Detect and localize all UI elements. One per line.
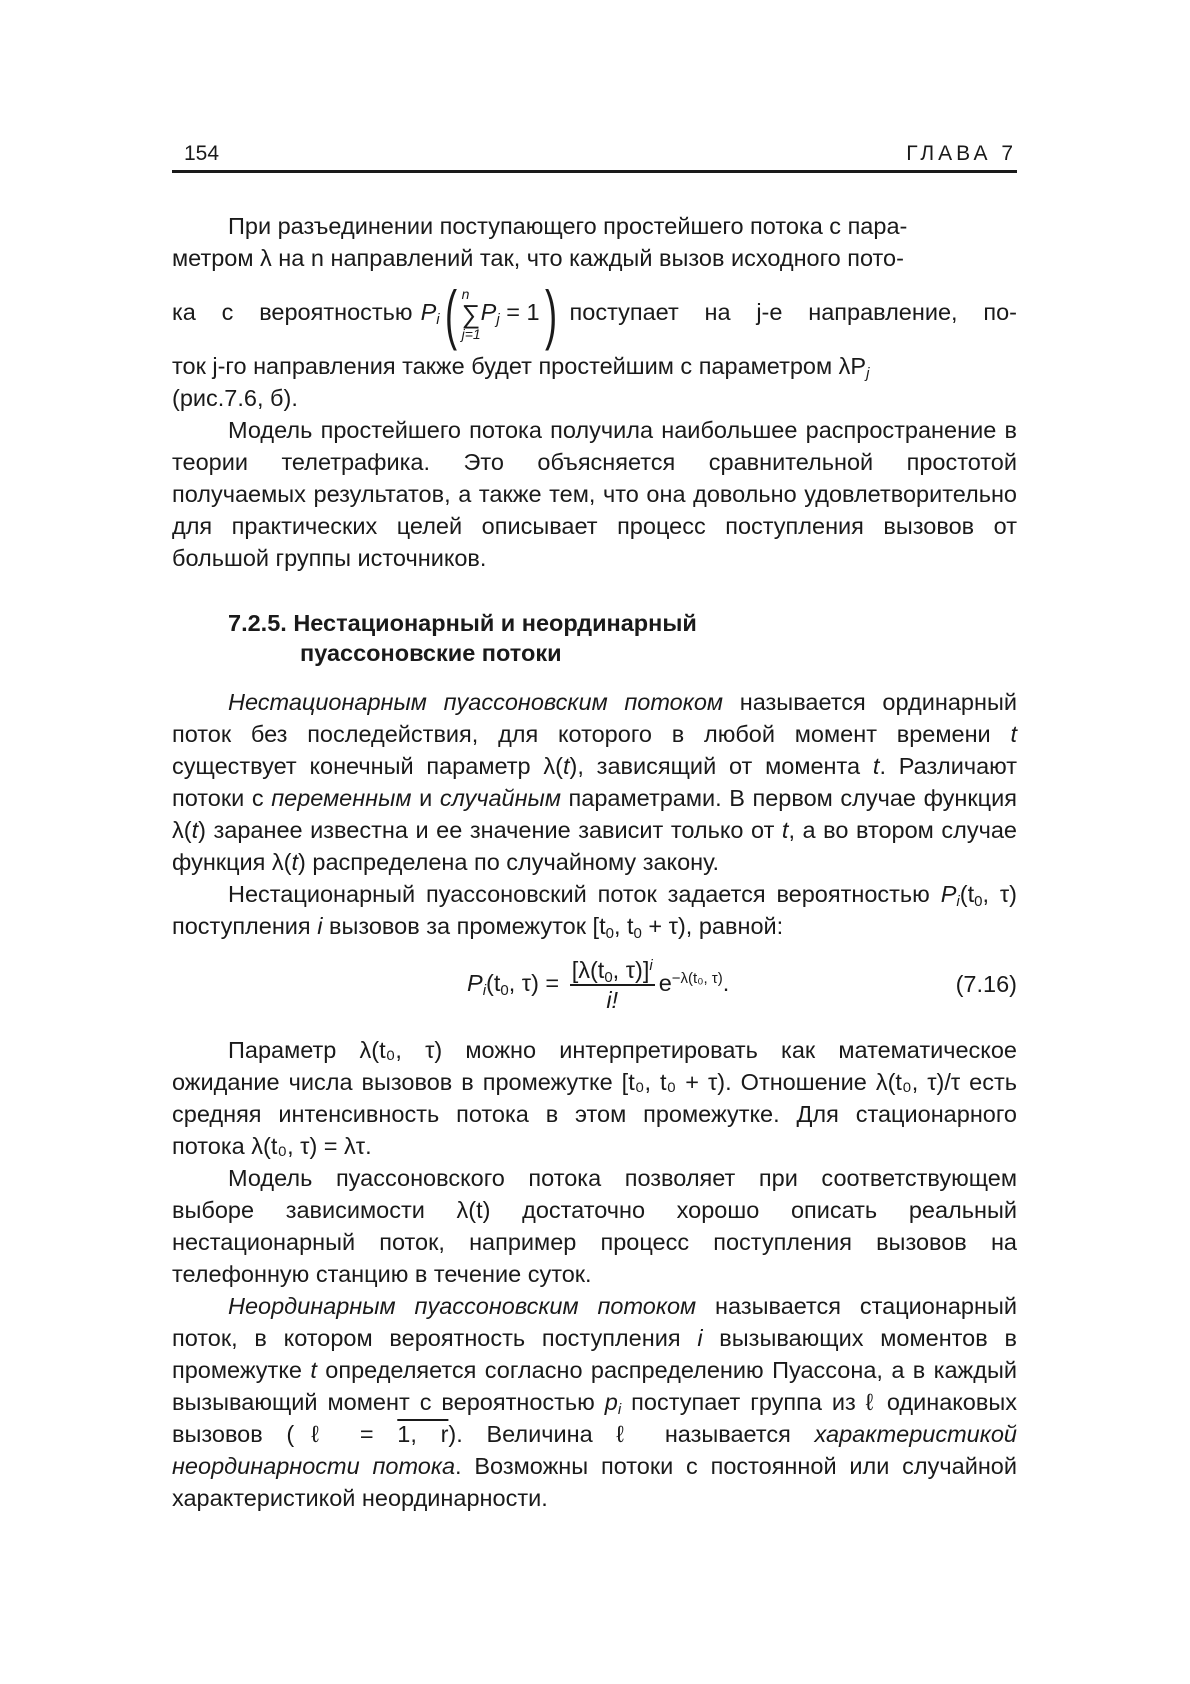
paragraph-1-line-2: метром λ на n направлений так, что каждый вызов исходного пото- bbox=[172, 245, 904, 271]
chapter-label: ГЛАВА 7 bbox=[906, 142, 1017, 165]
paragraph-4: Нестационарный пуассоновский поток задается вероятностью $P_i(t_0$, τ) поступления i вызовов за промежуток [$t_0$, $t_0 + \tau$), равной: bbox=[172, 881, 1018, 942]
equation-number: (7.16) bbox=[955, 971, 1017, 997]
paragraph-5: Параметр λ(t₀, τ) можно интерпретировать как математическое ожидание числа вызовов в промежутке [t₀, t₀ + τ). Отношение λ(t₀, τ)/τ есть средняя интенсивность потока в этом промежутке. Для стационарного потока λ(t₀, τ) = λτ. bbox=[172, 1037, 1017, 1159]
page-header bbox=[172, 142, 1017, 173]
section-heading: 7.2.5. Нестационарный и неординарный пуассоновские потоки bbox=[228, 610, 697, 666]
inline-formula-probability: $P_i$( n ∑ j=1 $P_j = 1$) bbox=[420, 276, 557, 351]
equation-fraction: $\frac{[\lambda(t_0, \tau)]^i}{i!}$ bbox=[571, 957, 653, 1013]
paragraph-2: Модель простейшего потока получила наибольшее распространение в теории телетрафика. Это объясняется сравнительной простотой получаемых результатов, а также тем, что она довольно удовлетворительно для практических целей описывает процесс поступления вызовов от большой группы источников. bbox=[172, 417, 1017, 571]
paragraph-6: Модель пуассоновского потока позволяет при соответствующем выборе зависимости λ(t) достаточно хорошо описать реальный нестационарный поток, например процесс поступления вызовов на телефонную станцию в течение суток. bbox=[172, 1165, 1017, 1287]
equation-body: $P_i(t_0$, τ) = $\frac{[\lambda(t_0, \tau)]^i}{i!}$ $e^{-\lambda(t_0, \tau)}$. bbox=[467, 957, 730, 1013]
page-content bbox=[172, 210, 1017, 1514]
paragraph-1-line-5: (рис.7.6, б). bbox=[172, 385, 298, 411]
paragraph-7: Неординарным пуассоновским потоком называется стационарный поток, в котором вероятность поступления i вызывающих моментов в промежутке t определяется согласно распределению Пуассона, а в каждый вызывающий момент с вероятностью $p_i$ поступает группа из ℓ одинаковых вызовов (ℓ = 1, r). Величина ℓ называется характеристикой неординарности потока. Возможны потоки с постоянной или случайной характеристикой неординарности. bbox=[172, 1293, 1018, 1511]
page-number: 154 bbox=[184, 142, 220, 165]
paragraph-3: Нестационарным пуассоновским потоком называется ординарный поток без последействия, для которого в любой момент времени t существует конечный параметр λ(t), зависящий от момента t. Различают потоки с переменным и случайным параметрами. В первом случае функция λ(t) заранее известна и ее значение зависит только от t, а во втором случае функция λ(t) распределена по случайному закону. bbox=[172, 689, 1018, 875]
paragraph-1-formula-line: ка с вероятностью $P_i$( n ∑ j=1 $P_j = 1$) поступает на j-е направление, по- bbox=[172, 276, 1017, 351]
paragraph-1-line-1: При разъединении поступающего простейшего потока с пара- bbox=[228, 213, 908, 239]
equation-7-16 bbox=[172, 950, 1017, 1028]
paragraph-1-line-4: ток j-го направления также будет простейшим с параметром $\lambda P_j$ bbox=[172, 353, 870, 382]
